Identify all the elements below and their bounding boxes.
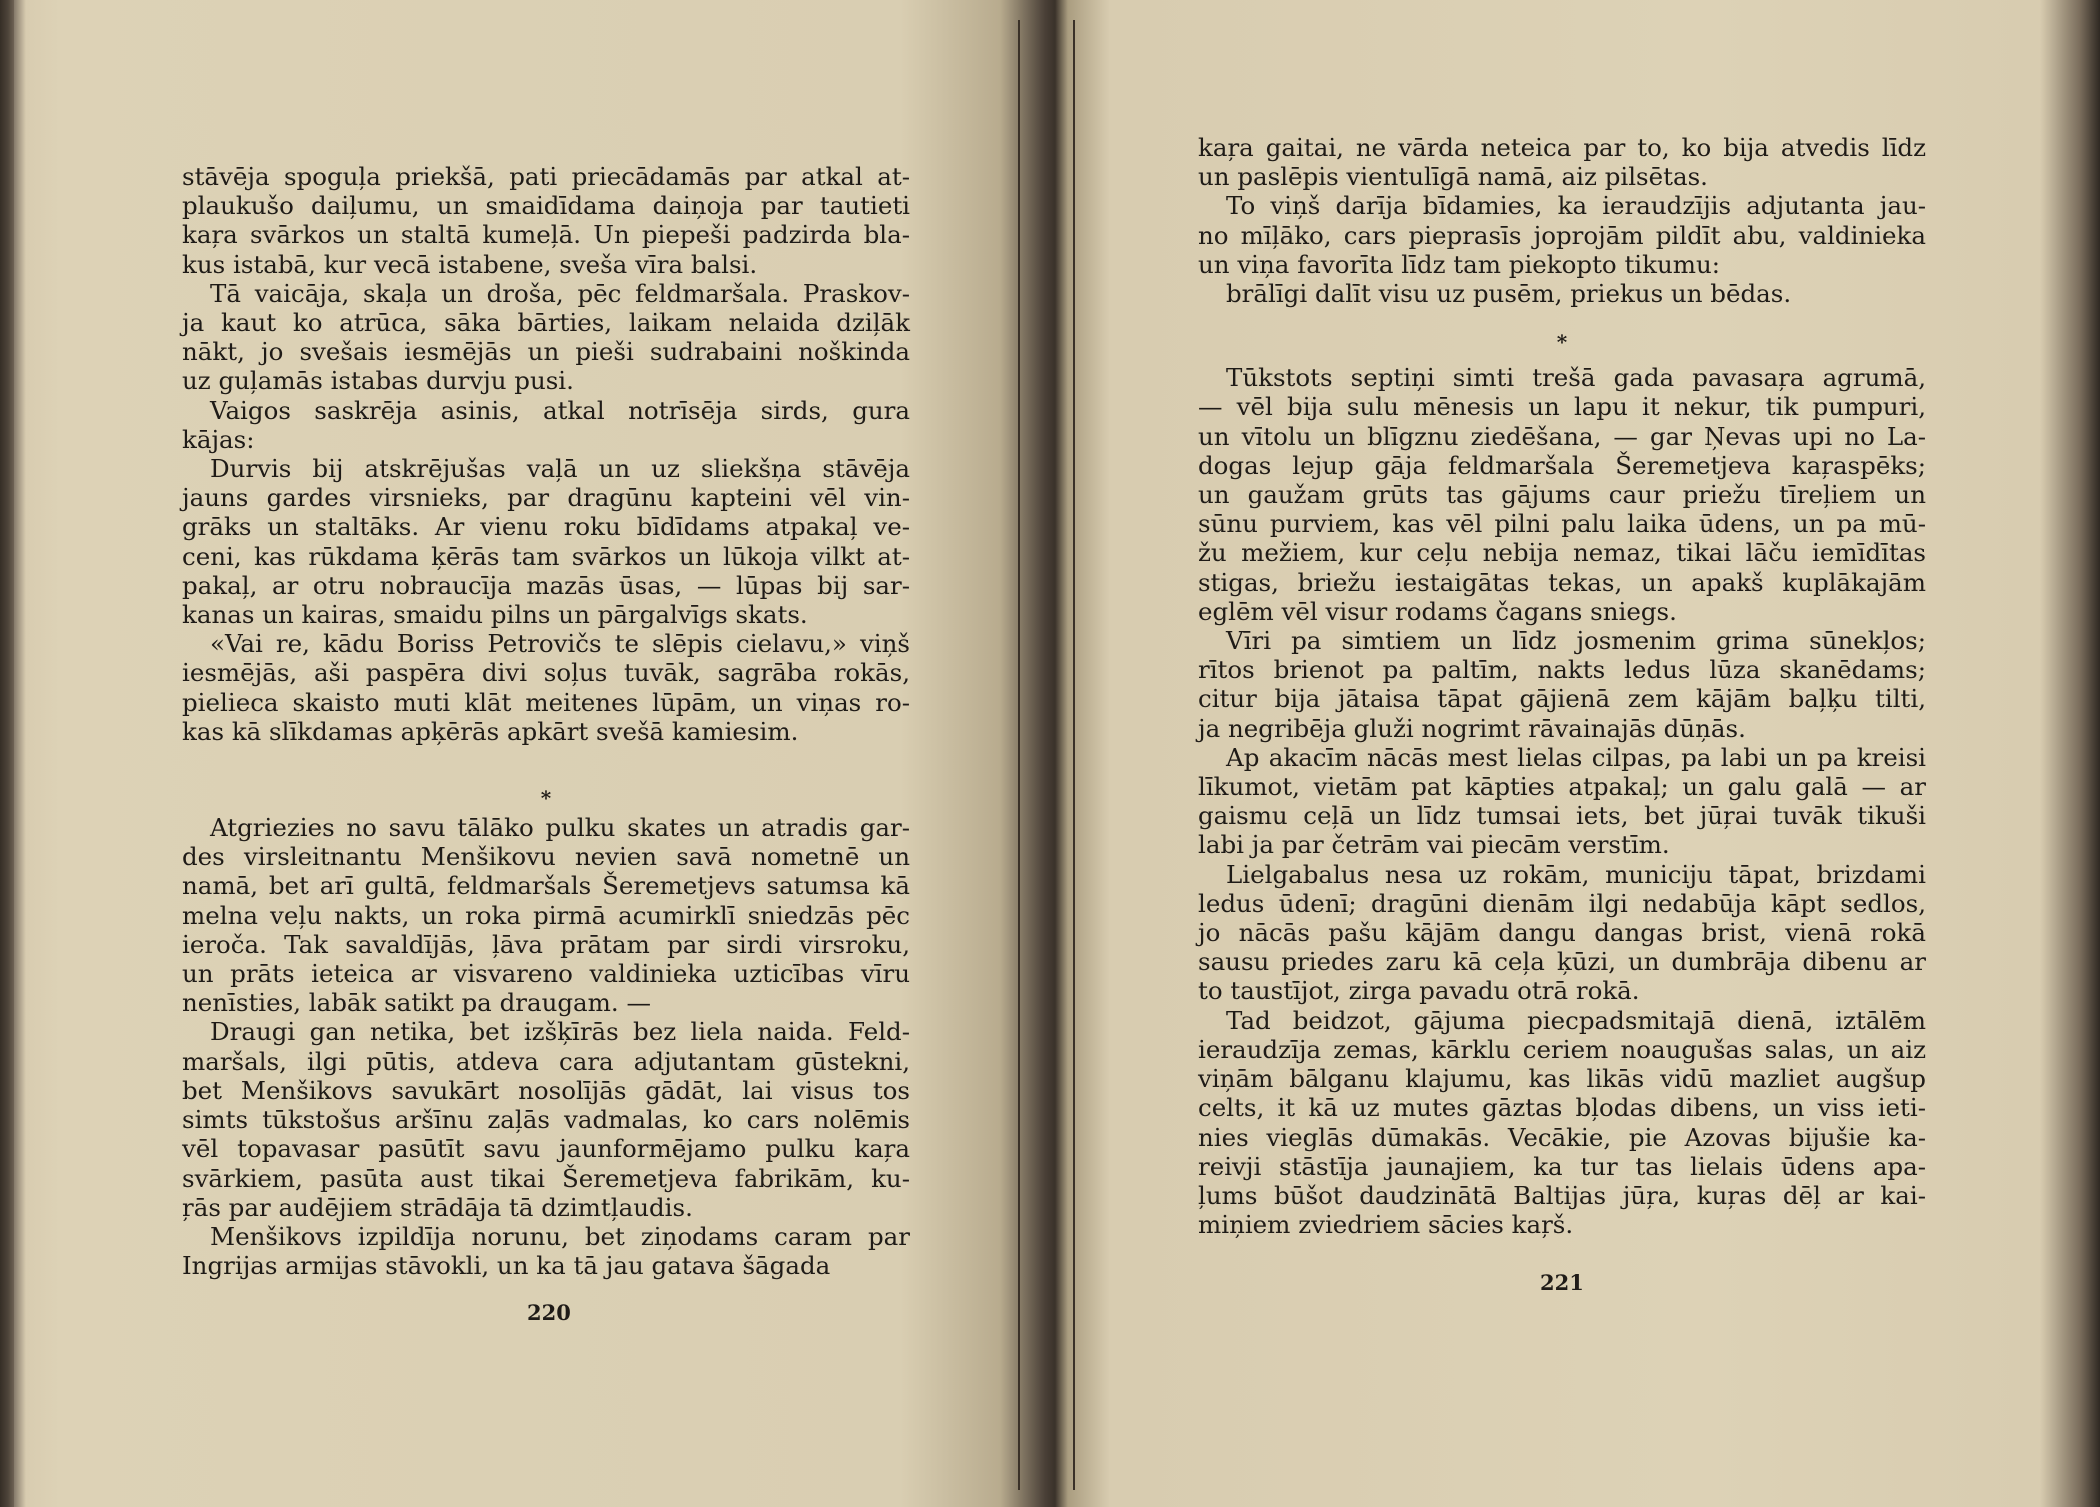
text-line: Durvis bij atskrējušas vaļā un uz sliekšņa stāvēja (210, 454, 910, 484)
text-line: ja kaut ko atrūca, sāka bārties, laikam nelaida dziļāk (182, 308, 910, 338)
text-line: gaismu ceļā un līdz tumsai iets, bet jūŗai tuvāk tikuši (1198, 801, 1926, 831)
text-line: «Vai re, kādu Boriss Petrovičs te slēpis cielavu,» viņš (210, 629, 910, 659)
text-line: Tad beidzot, gājuma piecpadsmitajā dienā, iztālēm (1226, 1005, 1926, 1035)
text-line: bet Menšikovs savukārt nosolījās gādāt, lai visus tos (182, 1075, 910, 1105)
text-line: Tūkstots septiņi simti trešā gada pavasaŗa agrumā, (1226, 363, 1926, 393)
text-line: kaŗa gaitai, ne vārda neteica par to, ko bija atvedis līdz (1198, 133, 1926, 162)
paragraph (182, 162, 910, 279)
paragraph (1198, 191, 1926, 279)
text-line: ledus ūdenī; dragūni dienām ilgi nedabūja kāpt sedlos, (1198, 888, 1926, 918)
text-line: un viņa favorīta līdz tam piekopto tikumu: (1198, 249, 1721, 279)
text-line: ŗās par audējiem strādāja tā dzimtļaudis. (182, 1192, 693, 1222)
paragraph (182, 813, 910, 1017)
text-line: ieroča. Tak savaldījās, ļāva prātam par sirdi virsroku, (182, 929, 910, 959)
text-line: dogas lejup gāja feldmaršala Šeremetjeva kaŗaspēks; (1198, 450, 1926, 480)
text-line: kanas un kairas, smaidu pilns un pārgalvīgs skats. (182, 600, 808, 630)
text-line: eglēm vēl visur rodams čagans sniegs. (1198, 596, 1677, 626)
text-line: brālīgi dalīt visu uz pusēm, priekus un bēdas. (1226, 279, 1792, 309)
section-separator: * (1556, 330, 1568, 355)
text-line: Ap akacīm nācās mest lielas cilpas, pa labi un pa kreisi (1226, 742, 1926, 772)
text-line: svārkiem, pasūta aust tikai Šeremetjeva fabrikām, ku- (182, 1163, 910, 1193)
paragraph (1198, 279, 1926, 308)
text-line: plaukušo daiļumu, un smaidīdama daiņoja par tautieti (182, 191, 910, 221)
text-line: sausu priedes zaru kā ceļa ķūzi, un dumbrāja dibenu ar (1198, 947, 1926, 977)
paragraph (182, 1017, 910, 1221)
text-line: kas kā slīkdamas apķērās apkārt svešā kamiesim. (182, 716, 799, 746)
text-line: labi ja par četrām vai piecām verstīm. (1198, 830, 1670, 860)
paragraph (182, 279, 910, 396)
text-line: ja negribēja gluži nogrimt rāvainajās dūņās. (1198, 713, 1746, 743)
text-line: grāks un staltāks. Ar vienu roku bīdīdams atpakaļ ve- (182, 512, 910, 542)
text-line: To viņš darīja bīdamies, ka ieraudzījis adjutanta jau- (1226, 191, 1926, 221)
text-line: Lielgabalus nesa uz rokām, municiju tāpat, brizdami (1226, 859, 1926, 889)
text-line: reivji stāstīja jaunajiem, ka tur tas lielais ūdens apa- (1198, 1151, 1926, 1181)
text-line: no mīļāko, cars pieprasīs joprojām pildīt abu, valdinieka (1198, 220, 1926, 250)
paragraph (1198, 743, 1926, 860)
text-line: Draugi gan netika, bet izšķīrās bez liela naida. Feld- (210, 1017, 910, 1047)
text-line: Vaigos saskrēja asinis, atkal notrīsēja sirds, gura (210, 395, 910, 425)
text-line: citur bija jātaisa tāpat gājienā zem kājām baļķu tilti, (1198, 684, 1926, 714)
text-line: un paslēpis vientulīgā namā, aiz pilsētas. (1198, 162, 1708, 192)
text-line: des virsleitnantu Menšikovu nevien savā nometnē un (182, 842, 910, 872)
paragraph (182, 454, 910, 629)
paragraph (182, 629, 910, 746)
text-line: simts tūkstošus aršīnu zaļās vadmalas, ko cars nolēmis (182, 1105, 910, 1135)
text-line: miņiem zviedriem sācies kaŗš. (1198, 1210, 1574, 1240)
text-line: Ingrijas armijas stāvokli, un ka tā jau gatava šāgada (182, 1251, 831, 1281)
text-line: iesmējās, aši paspēra divi soļus tuvāk, sagrāba rokās, (182, 658, 910, 688)
text-line: melna veļu nakts, un roka pirmā acumirklī sniedzās pēc (182, 900, 910, 930)
text-line: un prāts ieteica ar visvareno valdinieka uzticības vīru (182, 959, 910, 989)
text-line: ceni, kas rūkdama ķērās tam svārkos un lūkoja vilkt at- (182, 541, 910, 571)
text-line: un vītolu un blīgznu ziedēšana, — gar Ņevas upi no La- (1198, 421, 1926, 451)
right-page-text (1198, 133, 1926, 1239)
paragraph (1198, 133, 1926, 191)
paragraph (182, 1222, 910, 1280)
text-line: kaŗa svārkos un staltā kumeļā. Un piepeši padzirda bla- (182, 220, 910, 250)
text-line: stāvēja spoguļa priekšā, pati priecādamās par atkal at- (182, 162, 910, 191)
paragraph (182, 396, 910, 454)
paragraph (1198, 363, 1926, 626)
section-gap (1198, 308, 1926, 328)
text-line: nies vieglās dūmakās. Vecākie, pie Azovas bijušie ka- (1198, 1122, 1926, 1152)
text-line: žu mežiem, kur ceļu nebija nemaz, tikai lāču iemīdītas (1198, 538, 1926, 568)
left-page-text (182, 162, 910, 1280)
text-line: pielieca skaisto muti klāt meitenes lūpām, un viņas ro- (182, 687, 910, 717)
gutter-shadow-left (1018, 20, 1020, 1490)
page-number-left: 220 (527, 1300, 571, 1325)
text-line: jauns gardes virsnieks, par dragūnu kapteini vēl vin- (182, 483, 910, 513)
text-line: uz guļamās istabas durvju pusi. (182, 366, 574, 396)
page-number-right: 221 (1540, 1270, 1584, 1295)
text-line: un gaužam grūts tas gājums caur priežu tīreļiem un (1198, 480, 1926, 510)
text-line: maršals, ilgi pūtis, atdeva cara adjutantam gūstekni, (182, 1046, 910, 1076)
right-page (1065, 0, 2100, 1507)
text-line: Tā vaicāja, skaļa un droša, pēc feldmaršala. Praskov- (210, 278, 910, 308)
left-page-edge (0, 0, 14, 1507)
text-line: Atgriezies no savu tālāko pulku skates un atradis gar- (210, 813, 910, 843)
text-line: — vēl bija sulu mēnesis un lapu it nekur, tik pumpuri, (1198, 392, 1926, 422)
text-line: kājas: (182, 424, 255, 454)
text-line: ļums būšot daudzinātā Baltijas jūŗa, kuŗas dēļ ar kai- (1198, 1180, 1926, 1210)
left-page (0, 0, 1040, 1507)
text-line: kus istabā, kur vecā istabene, sveša vīra balsi. (182, 249, 758, 279)
text-line: to taustījot, zirga pavadu otrā rokā. (1198, 976, 1640, 1006)
text-line: Vīri pa simtiem un līdz josmenim grima sūnekļos; (1226, 626, 1926, 656)
text-line: namā, bet arī gultā, feldmaršals Šeremetjevs satumsa kā (182, 871, 910, 901)
text-line: nenīsties, labāk satikt pa draugam. — (182, 988, 651, 1018)
text-line: rītos brienot pa paltīm, nakts ledus lūza skanēdams; (1198, 655, 1926, 685)
text-line: nākt, jo svešais iesmējās un pieši sudrabaini noškinda (182, 337, 910, 367)
section-gap (182, 746, 910, 784)
paragraph (1198, 626, 1926, 743)
text-line: jo nācās pašu kājām dangu dangas brist, vienā rokā (1198, 918, 1926, 948)
text-line: Menšikovs izpildīja norunu, bet ziņodams caram par (210, 1221, 910, 1251)
text-line: viņām bālganu klajumu, kas likās vidū mazliet augšup (1198, 1064, 1926, 1094)
text-line: stigas, briežu iestaigātas tekas, un apakš kuplākajām (1198, 567, 1926, 597)
section-separator: * (540, 786, 552, 811)
text-line: celts, it kā uz mutes gāztas bļodas dibens, un viss ieti- (1198, 1093, 1926, 1123)
text-line: vēl topavasar pasūtīt savu jaunformējamo pulku kaŗa (182, 1134, 910, 1164)
text-line: pakaļ, ar otru nobraucīja mazās ūsas, — lūpas bij sar- (182, 570, 910, 600)
text-line: līkumot, vietām pat kāpties atpakaļ; un galu galā — ar (1198, 772, 1926, 802)
paragraph (1198, 1006, 1926, 1240)
text-line: sūnu purviem, kas vēl pilni palu laika ūdens, un pa mū- (1198, 509, 1926, 539)
text-line: ieraudzīja zemas, kārklu ceriem noaugušas salas, un aiz (1198, 1034, 1926, 1064)
paragraph (1198, 860, 1926, 1006)
